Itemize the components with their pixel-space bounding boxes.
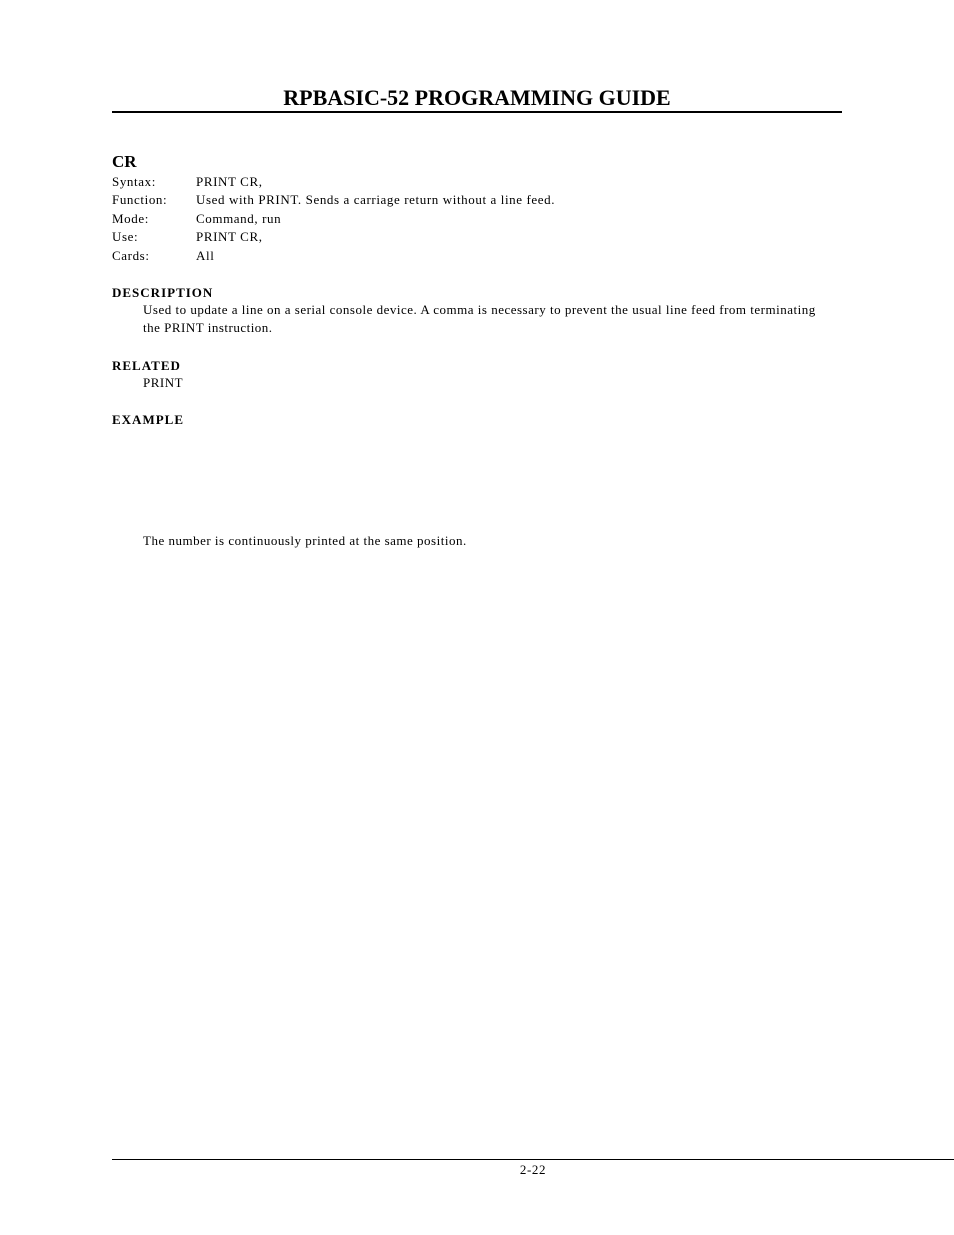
page-number: 2-22 (519, 1162, 547, 1177)
field-value: Command, run (196, 210, 282, 226)
field-label: Mode: (112, 210, 149, 226)
field-label: Syntax: (112, 174, 156, 189)
page-header-title: RPBASIC-52 PROGRAMMING GUIDE (283, 85, 671, 110)
description-heading: DESCRIPTION (112, 285, 214, 300)
example-note: The number is continuously printed at the same position. (143, 533, 467, 548)
field-label: Cards: (112, 247, 150, 263)
field-value: PRINT CR, (196, 229, 263, 245)
description-text: Used to update a line on a serial console device. A comma is necessary to prevent the usual line feed from terminating the PRINT instruction. (143, 302, 816, 336)
entry-title: CR (112, 152, 137, 171)
field-value: PRINT CR, (196, 174, 263, 189)
field-label: Use: (112, 229, 139, 245)
example-heading: EXAMPLE (112, 412, 184, 427)
field-value: Used with PRINT. Sends a carriage return without a line feed. (196, 192, 556, 208)
field-value: All (196, 247, 215, 263)
header-rule (112, 111, 842, 113)
related-text: PRINT (143, 375, 184, 390)
field-label: Function: (112, 192, 168, 208)
related-heading: RELATED (112, 358, 181, 373)
